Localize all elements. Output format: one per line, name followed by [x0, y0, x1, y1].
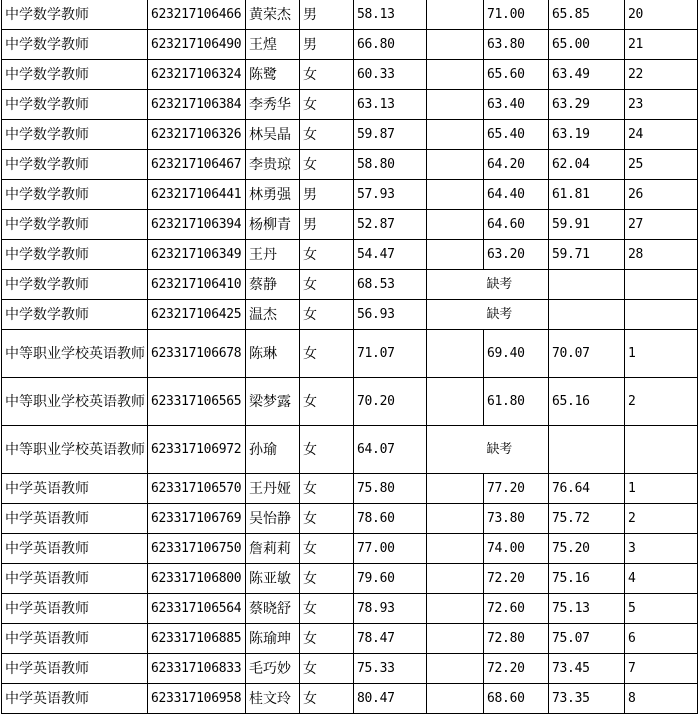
name-cell: 李贵琼 — [246, 150, 300, 180]
written-score-cell: 63.13 — [354, 90, 427, 120]
interview-score-cell: 64.60 — [484, 210, 549, 240]
name-cell: 陈鹭 — [246, 60, 300, 90]
written-score-cell: 64.07 — [354, 426, 427, 474]
position-cell: 中学数学教师 — [2, 240, 148, 270]
gender-cell: 女 — [300, 300, 354, 330]
gender-cell: 女 — [300, 270, 354, 300]
exam-id-cell: 623317106972 — [148, 426, 246, 474]
written-score-cell: 75.80 — [354, 474, 427, 504]
interview-score-cell: 64.20 — [484, 150, 549, 180]
interview-score-cell: 63.20 — [484, 240, 549, 270]
table-row — [2, 60, 698, 90]
score-table — [1, 0, 698, 714]
name-cell: 林吴晶 — [246, 120, 300, 150]
table-row — [2, 330, 698, 378]
position-cell: 中学数学教师 — [2, 150, 148, 180]
blank-cell — [427, 594, 484, 624]
table-row — [2, 594, 698, 624]
interview-score-cell: 65.40 — [484, 120, 549, 150]
table-row — [2, 654, 698, 684]
position-cell: 中学英语教师 — [2, 504, 148, 534]
rank-cell — [625, 426, 698, 474]
exam-id-cell: 623317106833 — [148, 654, 246, 684]
total-score-cell: 63.19 — [549, 120, 625, 150]
blank-cell — [427, 330, 484, 378]
written-score-cell: 77.00 — [354, 534, 427, 564]
name-cell: 蔡静 — [246, 270, 300, 300]
rank-cell: 23 — [625, 90, 698, 120]
table-row — [2, 378, 698, 426]
exam-id-cell: 623217106324 — [148, 60, 246, 90]
interview-score-cell: 68.60 — [484, 684, 549, 714]
interview-score-cell: 73.80 — [484, 504, 549, 534]
exam-id-cell: 623217106467 — [148, 150, 246, 180]
table-row — [2, 180, 698, 210]
written-score-cell: 66.80 — [354, 30, 427, 60]
rank-cell: 2 — [625, 378, 698, 426]
interview-score-cell: 64.40 — [484, 180, 549, 210]
rank-cell — [625, 300, 698, 330]
blank-cell — [427, 426, 484, 474]
exam-id-cell: 623317106564 — [148, 594, 246, 624]
blank-cell — [427, 210, 484, 240]
exam-id-cell: 623217106349 — [148, 240, 246, 270]
interview-score-cell: 63.80 — [484, 30, 549, 60]
interview-score-cell: 72.80 — [484, 624, 549, 654]
name-cell: 王丹娅 — [246, 474, 300, 504]
total-score-cell: 65.85 — [549, 0, 625, 30]
rank-cell: 22 — [625, 60, 698, 90]
table-row — [2, 210, 698, 240]
total-score-cell: 61.81 — [549, 180, 625, 210]
table-row — [2, 0, 698, 30]
total-score-cell: 73.45 — [549, 654, 625, 684]
gender-cell: 女 — [300, 240, 354, 270]
written-score-cell: 54.47 — [354, 240, 427, 270]
position-cell: 中学英语教师 — [2, 684, 148, 714]
rank-cell: 2 — [625, 504, 698, 534]
interview-score-cell: 74.00 — [484, 534, 549, 564]
interview-score-cell: 69.40 — [484, 330, 549, 378]
blank-cell — [427, 504, 484, 534]
blank-cell — [427, 300, 484, 330]
table-row — [2, 426, 698, 474]
gender-cell: 女 — [300, 474, 354, 504]
total-score-cell: 76.64 — [549, 474, 625, 504]
position-cell: 中学数学教师 — [2, 180, 148, 210]
name-cell: 詹莉莉 — [246, 534, 300, 564]
table-row — [2, 534, 698, 564]
gender-cell: 女 — [300, 654, 354, 684]
table-row — [2, 90, 698, 120]
gender-cell: 男 — [300, 210, 354, 240]
table-row — [2, 150, 698, 180]
written-score-cell: 70.20 — [354, 378, 427, 426]
exam-id-cell: 623317106565 — [148, 378, 246, 426]
exam-id-cell: 623217106384 — [148, 90, 246, 120]
exam-id-cell: 623217106410 — [148, 270, 246, 300]
name-cell: 杨柳青 — [246, 210, 300, 240]
total-score-cell: 73.35 — [549, 684, 625, 714]
gender-cell: 女 — [300, 684, 354, 714]
position-cell: 中等职业学校英语教师 — [2, 426, 148, 474]
name-cell: 陈琳 — [246, 330, 300, 378]
total-score-cell: 62.04 — [549, 150, 625, 180]
blank-cell — [427, 534, 484, 564]
exam-id-cell: 623317106958 — [148, 684, 246, 714]
name-cell: 桂文玲 — [246, 684, 300, 714]
position-cell: 中学英语教师 — [2, 474, 148, 504]
gender-cell: 女 — [300, 150, 354, 180]
total-score-cell: 75.07 — [549, 624, 625, 654]
rank-cell: 6 — [625, 624, 698, 654]
rank-cell: 21 — [625, 30, 698, 60]
blank-cell — [427, 270, 484, 300]
gender-cell: 女 — [300, 90, 354, 120]
gender-cell: 男 — [300, 180, 354, 210]
exam-id-cell: 623317106570 — [148, 474, 246, 504]
gender-cell: 女 — [300, 426, 354, 474]
exam-id-cell: 623317106678 — [148, 330, 246, 378]
blank-cell — [427, 0, 484, 30]
table-row — [2, 684, 698, 714]
blank-cell — [427, 180, 484, 210]
interview-score-cell: 72.20 — [484, 564, 549, 594]
rank-cell: 28 — [625, 240, 698, 270]
total-score-cell: 75.13 — [549, 594, 625, 624]
interview-score-cell: 77.20 — [484, 474, 549, 504]
total-score-cell: 65.16 — [549, 378, 625, 426]
rank-cell: 27 — [625, 210, 698, 240]
interview-score-cell: 缺考 — [484, 300, 549, 330]
position-cell: 中学数学教师 — [2, 270, 148, 300]
written-score-cell: 58.80 — [354, 150, 427, 180]
blank-cell — [427, 378, 484, 426]
total-score-cell: 65.00 — [549, 30, 625, 60]
written-score-cell: 80.47 — [354, 684, 427, 714]
gender-cell: 女 — [300, 594, 354, 624]
total-score-cell — [549, 300, 625, 330]
written-score-cell: 71.07 — [354, 330, 427, 378]
gender-cell: 女 — [300, 330, 354, 378]
name-cell: 林勇强 — [246, 180, 300, 210]
position-cell: 中学数学教师 — [2, 120, 148, 150]
name-cell: 温杰 — [246, 300, 300, 330]
position-cell: 中学数学教师 — [2, 300, 148, 330]
rank-cell: 5 — [625, 594, 698, 624]
table-row — [2, 240, 698, 270]
name-cell: 梁梦露 — [246, 378, 300, 426]
blank-cell — [427, 654, 484, 684]
gender-cell: 女 — [300, 378, 354, 426]
written-score-cell: 75.33 — [354, 654, 427, 684]
total-score-cell: 75.72 — [549, 504, 625, 534]
total-score-cell — [549, 426, 625, 474]
rank-cell: 4 — [625, 564, 698, 594]
rank-cell: 3 — [625, 534, 698, 564]
written-score-cell: 60.33 — [354, 60, 427, 90]
name-cell: 王煌 — [246, 30, 300, 60]
blank-cell — [427, 684, 484, 714]
blank-cell — [427, 150, 484, 180]
blank-cell — [427, 564, 484, 594]
rank-cell — [625, 270, 698, 300]
written-score-cell: 57.93 — [354, 180, 427, 210]
written-score-cell: 59.87 — [354, 120, 427, 150]
table-row — [2, 474, 698, 504]
total-score-cell: 63.29 — [549, 90, 625, 120]
interview-score-cell: 61.80 — [484, 378, 549, 426]
name-cell: 孙瑜 — [246, 426, 300, 474]
written-score-cell: 78.60 — [354, 504, 427, 534]
blank-cell — [427, 624, 484, 654]
gender-cell: 女 — [300, 564, 354, 594]
blank-cell — [427, 90, 484, 120]
gender-cell: 女 — [300, 534, 354, 564]
table-row — [2, 120, 698, 150]
blank-cell — [427, 240, 484, 270]
exam-id-cell: 623217106425 — [148, 300, 246, 330]
name-cell: 吴怡静 — [246, 504, 300, 534]
exam-id-cell: 623217106326 — [148, 120, 246, 150]
gender-cell: 女 — [300, 60, 354, 90]
rank-cell: 8 — [625, 684, 698, 714]
name-cell: 黄荣杰 — [246, 0, 300, 30]
blank-cell — [427, 120, 484, 150]
interview-score-cell: 71.00 — [484, 0, 549, 30]
rank-cell: 20 — [625, 0, 698, 30]
position-cell: 中学英语教师 — [2, 654, 148, 684]
table-row — [2, 624, 698, 654]
name-cell: 李秀华 — [246, 90, 300, 120]
rank-cell: 26 — [625, 180, 698, 210]
total-score-cell — [549, 270, 625, 300]
name-cell: 王丹 — [246, 240, 300, 270]
total-score-cell: 75.16 — [549, 564, 625, 594]
interview-score-cell: 缺考 — [484, 270, 549, 300]
gender-cell: 女 — [300, 120, 354, 150]
total-score-cell: 75.20 — [549, 534, 625, 564]
name-cell: 蔡晓舒 — [246, 594, 300, 624]
rank-cell: 25 — [625, 150, 698, 180]
written-score-cell: 78.47 — [354, 624, 427, 654]
rank-cell: 1 — [625, 474, 698, 504]
blank-cell — [427, 60, 484, 90]
table-row — [2, 504, 698, 534]
blank-cell — [427, 30, 484, 60]
position-cell: 中学数学教师 — [2, 210, 148, 240]
position-cell: 中学数学教师 — [2, 30, 148, 60]
written-score-cell: 78.93 — [354, 594, 427, 624]
total-score-cell: 59.71 — [549, 240, 625, 270]
gender-cell: 女 — [300, 624, 354, 654]
interview-score-cell: 65.60 — [484, 60, 549, 90]
interview-score-cell: 72.20 — [484, 654, 549, 684]
position-cell: 中学英语教师 — [2, 594, 148, 624]
gender-cell: 男 — [300, 30, 354, 60]
table-row — [2, 564, 698, 594]
written-score-cell: 79.60 — [354, 564, 427, 594]
exam-id-cell: 623317106800 — [148, 564, 246, 594]
exam-id-cell: 623217106394 — [148, 210, 246, 240]
name-cell: 毛巧妙 — [246, 654, 300, 684]
position-cell: 中学英语教师 — [2, 564, 148, 594]
position-cell: 中等职业学校英语教师 — [2, 330, 148, 378]
exam-id-cell: 623317106885 — [148, 624, 246, 654]
total-score-cell: 59.91 — [549, 210, 625, 240]
table-row — [2, 300, 698, 330]
interview-score-cell: 缺考 — [484, 426, 549, 474]
interview-score-cell: 63.40 — [484, 90, 549, 120]
table-row — [2, 270, 698, 300]
rank-cell: 24 — [625, 120, 698, 150]
exam-id-cell: 623217106466 — [148, 0, 246, 30]
rank-cell: 7 — [625, 654, 698, 684]
position-cell: 中学数学教师 — [2, 90, 148, 120]
blank-cell — [427, 474, 484, 504]
written-score-cell: 56.93 — [354, 300, 427, 330]
position-cell: 中学英语教师 — [2, 534, 148, 564]
name-cell: 陈亚敏 — [246, 564, 300, 594]
table-body — [2, 0, 698, 714]
position-cell: 中学数学教师 — [2, 60, 148, 90]
written-score-cell: 58.13 — [354, 0, 427, 30]
total-score-cell: 63.49 — [549, 60, 625, 90]
exam-id-cell: 623317106769 — [148, 504, 246, 534]
position-cell: 中等职业学校英语教师 — [2, 378, 148, 426]
position-cell: 中学数学教师 — [2, 0, 148, 30]
exam-id-cell: 623217106441 — [148, 180, 246, 210]
name-cell: 陈瑜珅 — [246, 624, 300, 654]
exam-id-cell: 623317106750 — [148, 534, 246, 564]
gender-cell: 男 — [300, 0, 354, 30]
exam-id-cell: 623217106490 — [148, 30, 246, 60]
total-score-cell: 70.07 — [549, 330, 625, 378]
gender-cell: 女 — [300, 504, 354, 534]
written-score-cell: 52.87 — [354, 210, 427, 240]
table-row — [2, 30, 698, 60]
rank-cell: 1 — [625, 330, 698, 378]
interview-score-cell: 72.60 — [484, 594, 549, 624]
written-score-cell: 68.53 — [354, 270, 427, 300]
position-cell: 中学英语教师 — [2, 624, 148, 654]
